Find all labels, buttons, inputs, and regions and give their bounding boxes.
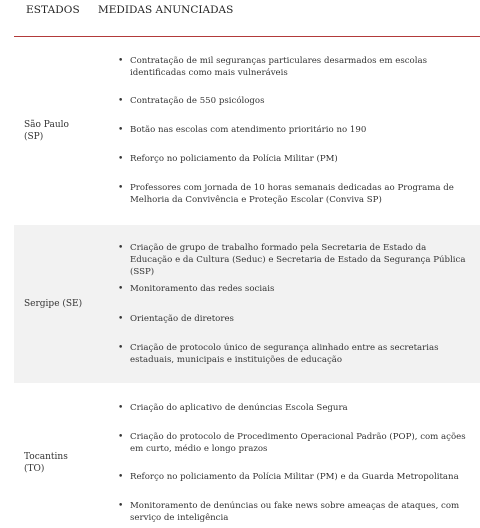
table-row-to xyxy=(14,383,480,528)
list-item xyxy=(118,242,470,278)
bullet-icon: • xyxy=(118,501,124,511)
list-item xyxy=(118,500,470,524)
measure-text: Criação do aplicativo de denúncias Escola Segura xyxy=(130,403,348,413)
measure-text: Contratação de 550 psicólogos xyxy=(130,96,265,106)
table-row-se xyxy=(14,225,480,383)
list-item xyxy=(118,342,470,366)
measure-text: Criação de protocolo único de segurança alinhado entre as secretarias estaduais, municipais e instituições de educação xyxy=(130,343,439,365)
measures-table xyxy=(14,0,480,523)
header-measures: MEDIDAS ANUNCIADAS xyxy=(98,4,234,16)
list-item xyxy=(118,95,470,107)
list-item xyxy=(118,471,470,483)
measure-text: Contratação de mil seguranças particulares desarmados em escolas identificadas como mais vulneráveis xyxy=(130,56,428,78)
bullet-icon: • xyxy=(118,56,124,66)
list-item xyxy=(118,313,470,325)
bullet-icon: • xyxy=(118,154,124,164)
list-item xyxy=(118,124,470,136)
list-item xyxy=(118,55,470,79)
bullet-icon: • xyxy=(118,96,124,106)
table-header xyxy=(14,0,480,37)
table-row-sp xyxy=(14,37,480,225)
measure-text: Orientação de diretores xyxy=(130,314,234,324)
measure-text: Botão nas escolas com atendimento prioritário no 190 xyxy=(130,125,367,135)
bullet-icon: • xyxy=(118,472,124,482)
bullet-icon: • xyxy=(118,432,124,442)
list-item xyxy=(118,283,470,295)
measure-text: Criação de grupo de trabalho formado pela Secretaria de Estado da Educação e da Cultura (Seduc) e Secretaria de Estado da Segurança Pública (SSP) xyxy=(130,243,466,277)
bullet-icon: • xyxy=(118,284,124,294)
list-item xyxy=(118,431,470,455)
header-states: ESTADOS xyxy=(26,4,80,16)
state-name: Sergipe (SE) xyxy=(24,299,83,309)
bullet-icon: • xyxy=(118,343,124,353)
list-item xyxy=(118,182,470,206)
bullet-icon: • xyxy=(118,183,124,193)
list-item xyxy=(118,153,470,165)
measure-text: Criação do protocolo de Procedimento Operacional Padrão (POP), com ações em curto, médio e longo prazos xyxy=(130,432,466,454)
bullet-icon: • xyxy=(118,403,124,413)
state-name: Tocantins (TO) xyxy=(24,452,68,474)
measure-text: Professores com jornada de 10 horas semanais dedicadas ao Programa de Melhoria da Convivência e Proteção Escolar (Conviva SP) xyxy=(130,183,454,205)
bullet-icon: • xyxy=(118,125,124,135)
state-name: São Paulo (SP) xyxy=(24,120,69,142)
measure-text: Reforço no policiamento da Polícia Militar (PM) e da Guarda Metropolitana xyxy=(130,472,459,482)
measure-text: Monitoramento de denúncias ou fake news sobre ameaças de ataques, com serviço de inteligência xyxy=(130,501,460,523)
bullet-icon: • xyxy=(118,314,124,324)
measure-text: Reforço no policiamento da Polícia Militar (PM) xyxy=(130,154,338,164)
list-item xyxy=(118,402,470,414)
bullet-icon: • xyxy=(118,243,124,253)
measure-text: Monitoramento das redes sociais xyxy=(130,284,275,294)
